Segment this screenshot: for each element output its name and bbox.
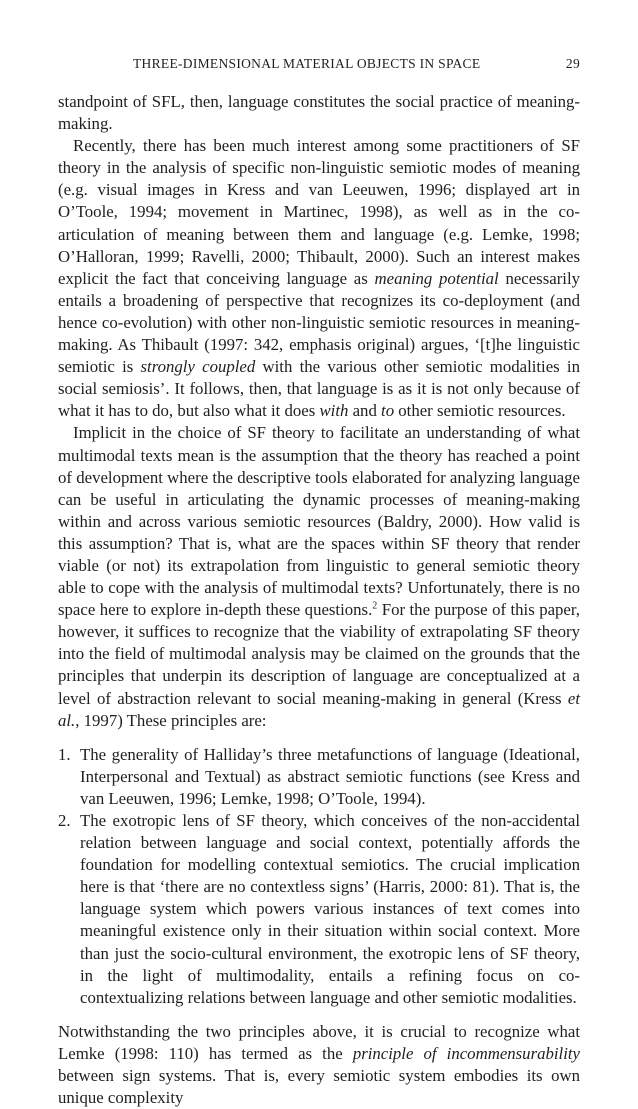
paragraph-2-text-d: and	[348, 401, 382, 421]
list-item	[58, 744, 580, 810]
paragraph-3	[58, 422, 580, 731]
emphasis-meaning-potential: meaning potential	[374, 268, 499, 288]
body-text	[58, 91, 580, 1109]
list-item-text: The generality of Halliday’s three metafunctions of language (Ideational, Interpersonal and Textual) as abstract semiotic functions (see Kress and van Leeuwen, 1996; Lemke, 1998; O’Toole, 1994).	[80, 744, 580, 808]
list-item	[58, 810, 580, 1009]
principles-list	[58, 744, 580, 1009]
page-number: 29	[565, 56, 580, 71]
paragraph-2-text-a: Recently, there has been much interest among some practitioners of SF theory in the analysis of specific non-linguistic semiotic modes of meaning (e.g. visual images in Kress and van Leeuwen, 1996; displayed art in O’Toole, 1994; movement in Martinec, 1998), as well as in the co-articulation of meaning between them and language (e.g. Lemke, 1998; O’Halloran, 1999; Ravelli, 2000; Thibault, 2000). Such an interest makes explicit the fact that conceiving language as	[58, 136, 580, 288]
footnote-marker: 2	[372, 600, 378, 612]
paragraph-4-text-a: Notwithstanding the two principles above, it is crucial to recognize what Lemke (1998: 110) has termed as the	[58, 1021, 580, 1063]
list-item-number: 1.	[58, 744, 71, 764]
list-item-text: The exotropic lens of SF theory, which conceives of the non-accidental relation between language and social context, potentially affords the foundation for modelling contextual semiotics. The crucial implication here is that ‘there are no contextless signs’ (Harris, 2000: 81). That is, the language system which powers various instances of text comes into meaningful existence only in their situation within social context. More than just the socio-cultural environment, the exotropic lens of SF theory, in the light of multimodality, entails a refining focus on co-contextualizing relations between language and other semiotic modalities.	[80, 811, 580, 1007]
paragraph-2-text-c: with the various other semiotic modalities in social semiosis’. It follows, then, that language is as it is not only because of what it has to do, but also what it does	[58, 357, 580, 421]
paragraph-1: standpoint of SFL, then, language constitutes the social practice of meaning-making.	[58, 92, 580, 134]
paragraph-4	[58, 1021, 580, 1109]
paragraph-3-text-a: Implicit in the choice of SF theory to facilitate an understanding of what multimodal texts mean is the assumption that the theory has reached a point of development where the descriptive tools elaborated for analyzing language can be useful in articulating the dynamic processes of meaning-making within and across various semiotic resources (Baldry, 2000). How valid is this assumption? That is, what are the spaces within SF theory that render viable (or not) its extrapolation from linguistic to general semiotic theory able to cope with the analysis of multimodal texts? Unfortunately, there is no space here to explore in-depth these questions.	[58, 423, 580, 620]
running-header	[58, 56, 580, 76]
emphasis-principle-of-incommensurability: principle of incommensurability	[352, 1043, 580, 1063]
paragraph-4-text-b: between sign systems. That is, every semiotic system embodies its own unique complexity	[58, 1066, 580, 1108]
list-item-number: 2.	[58, 811, 71, 830]
paragraph-3-text-c: , 1997) These principles are:	[75, 710, 267, 730]
paragraph-2-text-b: necessarily entails a broadening of perspective that recognizes its co-deployment (and hence co-evolution) with other non-linguistic semiotic resources in meaning-making. As Thibault (1997: 342, emphasis original) argues, ‘[t]he linguistic semiotic is	[58, 268, 580, 377]
paragraph-2-text-e: other semiotic resources.	[394, 401, 566, 421]
emphasis-to: to	[381, 401, 395, 421]
emphasis-with: with	[319, 401, 349, 421]
running-title: THREE-DIMENSIONAL MATERIAL OBJECTS IN SPACE	[133, 56, 481, 71]
emphasis-strongly-coupled: strongly coupled	[140, 357, 256, 377]
paragraph-2	[58, 135, 580, 422]
emphasis-et-al: et al.	[58, 688, 580, 730]
paragraph-3-text-b: For the purpose of this paper, however, it suffices to recognize that the viability of extrapolating SF theory into the field of multimodal analysis may be claimed on the grounds that the principles that underpin its description of language are conceptualized at a level of abstraction relevant to social meaning-making in general (Kress	[58, 600, 580, 708]
